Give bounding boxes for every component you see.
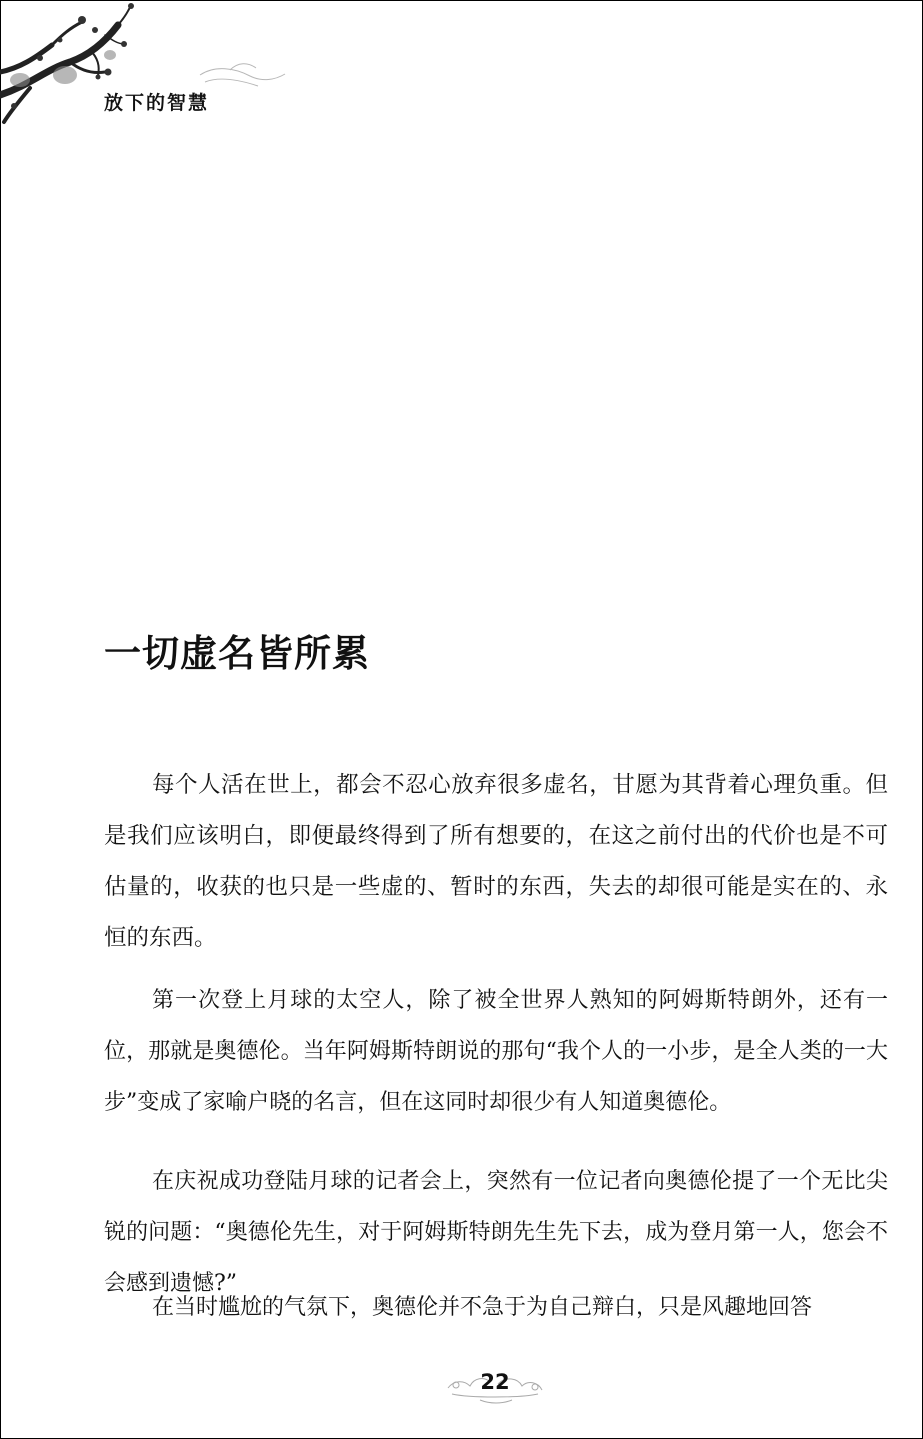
chapter-title: 一切虚名皆所累	[104, 632, 370, 675]
paragraph: 每个人活在世上，都会不忍心放弃很多虚名，甘愿为其背着心理负重。但是我们应该明白，即便最终得到了所有想要的，在这之前付出的代价也是不可估量的，收获的也只是一些虚的、暂时的东西，失去的却很可能是实在的、永恒的东西。	[104, 772, 888, 951]
paragraph: 在当时尴尬的气氛下，奥德伦并不急于为自己辩白，只是风趣地回答	[152, 1295, 813, 1320]
paragraph: 第一次登上月球的太空人，除了被全世界人熟知的阿姆斯特朗外，还有一位，那就是奥德伦。当年阿姆斯特朗说的那句“我个人的一小步，是全人类的一大步”变成了家喻户晓的名言，但在这同时却很少有人知道奥德伦。	[104, 988, 888, 1115]
book-title: 放下的智慧	[104, 92, 210, 114]
page-number: 22	[480, 1370, 510, 1394]
page-number-area	[440, 1358, 550, 1408]
paragraph: 在庆祝成功登陆月球的记者会上，突然有一位记者向奥德伦提了一个无比尖锐的问题：“奥德伦先生，对于阿姆斯特朗先生先下去，成为登月第一人，您会不会感到遗憾?”	[104, 1169, 888, 1296]
